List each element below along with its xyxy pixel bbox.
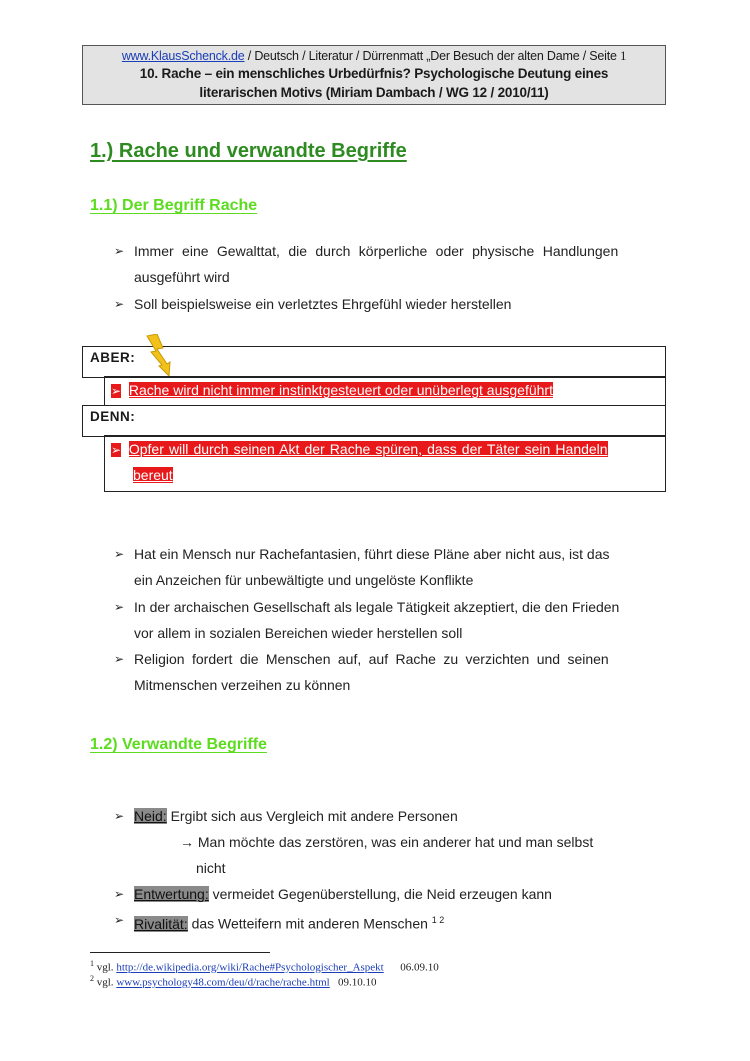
arrowhead-icon: ➢ bbox=[114, 913, 125, 927]
header-breadcrumb bbox=[83, 49, 665, 64]
list-item: ➢ Religion fordert die Menschen auf, auf Rache zu verzichten und seinen Mitmenschen verzeihen zu können bbox=[114, 646, 660, 698]
arrowhead-icon: ➢ bbox=[114, 887, 125, 901]
list-item: ➢ Immer eine Gewalttat, die durch körperliche oder physische Handlungen ausgeführt wird bbox=[114, 238, 660, 290]
arrowhead-icon: ➢ bbox=[114, 297, 125, 311]
denn-statement: ➢ Opfer will durch seinen Akt der Rache spüren, dass der Täter sein Handeln bbox=[111, 441, 608, 457]
header-path: / Deutsch / Literatur / Dürrenmatt „Der Besuch der alten Dame / Seite bbox=[244, 49, 617, 63]
lightning-icon bbox=[143, 334, 177, 378]
section-heading-1: 1.) Rache und verwandte Begriffe bbox=[90, 140, 407, 162]
arrowhead-icon: ➢ bbox=[111, 384, 122, 398]
document-title-line2: literarischen Motivs (Miriam Dambach / WG 12 / 2010/11) bbox=[199, 85, 549, 100]
list-item: ➢ In der archaischen Gesellschaft als legale Tätigkeit akzeptiert, die den Frieden vor allem in sozialen Bereichen wieder herstellen soll bbox=[114, 594, 660, 646]
arrowhead-icon: ➢ bbox=[114, 652, 125, 666]
denn-label: DENN: bbox=[90, 409, 136, 424]
denn-content-box: ➢ Opfer will durch seinen Akt der Rache spüren, dass der Täter sein Handeln bereut bbox=[104, 435, 666, 492]
sub-item: → Man möchte das zerstören, was ein anderer hat und man selbst nicht bbox=[180, 834, 594, 876]
footnote-refs: 1 2 bbox=[431, 915, 445, 925]
list-item: ➢ Entwertung: vermeidet Gegenüberstellung, die Neid erzeugen kann bbox=[114, 881, 674, 907]
arrowhead-icon: ➢ bbox=[114, 547, 125, 561]
term-entwertung: Entwertung: bbox=[134, 886, 209, 902]
list-item: ➢ Rivalität: das Wetteifern mit anderen Menschen $^{1 2}$ bbox=[114, 907, 674, 937]
footnote-2-link[interactable]: www.psychology48.com/deu/d/rache/rache.html bbox=[116, 976, 330, 989]
arrowhead-icon: ➢ bbox=[114, 809, 125, 823]
footnote-2: $^2$ vgl. www.psychology48.com/deu/d/rache/rache.html 09.10.10 bbox=[90, 974, 377, 989]
denn-box bbox=[82, 405, 666, 437]
document-title-line1: 10. Rache – ein menschliches Urbedürfnis? Psychologische Deutung eines bbox=[139, 66, 609, 81]
footnote-1-link[interactable]: http://de.wikipedia.org/wiki/Rache#Psychologischer_Aspekt bbox=[116, 961, 384, 974]
arrowhead-icon: ➢ bbox=[114, 244, 125, 258]
document-header bbox=[82, 45, 666, 105]
list-item: ➢ Soll beispielsweise ein verletztes Ehrgefühl wieder herstellen bbox=[114, 291, 660, 317]
footnote-divider bbox=[90, 952, 270, 953]
section-heading-1-2: 1.2) Verwandte Begriffe bbox=[90, 736, 267, 753]
section-heading-1-1: 1.1) Der Begriff Rache bbox=[90, 197, 258, 214]
aber-statement: ➢ Rache wird nicht immer instinktgesteuert oder unüberlegt ausgeführt bbox=[111, 382, 553, 398]
term-neid: Neid: bbox=[134, 808, 167, 824]
page-number: 1 bbox=[620, 49, 627, 63]
footnote-1: $^1$ vgl. http://de.wikipedia.org/wiki/Rache#Psychologischer_Aspekt 06.09.10 bbox=[90, 959, 439, 974]
list-item: ➢ Hat ein Mensch nur Rachefantasien, führt diese Pläne aber nicht aus, ist das ein Anzeichen für unbewältigte und ungelöste Konflikte bbox=[114, 541, 660, 593]
aber-label: ABER: bbox=[90, 350, 136, 365]
aber-box bbox=[82, 346, 666, 378]
aber-content-box bbox=[104, 376, 666, 406]
site-link[interactable]: www.KlausSchenck.de bbox=[121, 49, 245, 63]
arrowhead-icon: ➢ bbox=[114, 600, 125, 614]
right-arrow-icon: → bbox=[180, 834, 194, 850]
list-item: ➢ Neid: Ergibt sich aus Vergleich mit andere Personen bbox=[114, 803, 674, 829]
arrowhead-icon: ➢ bbox=[111, 443, 122, 457]
term-rivalitaet: Rivalität: bbox=[134, 915, 188, 932]
